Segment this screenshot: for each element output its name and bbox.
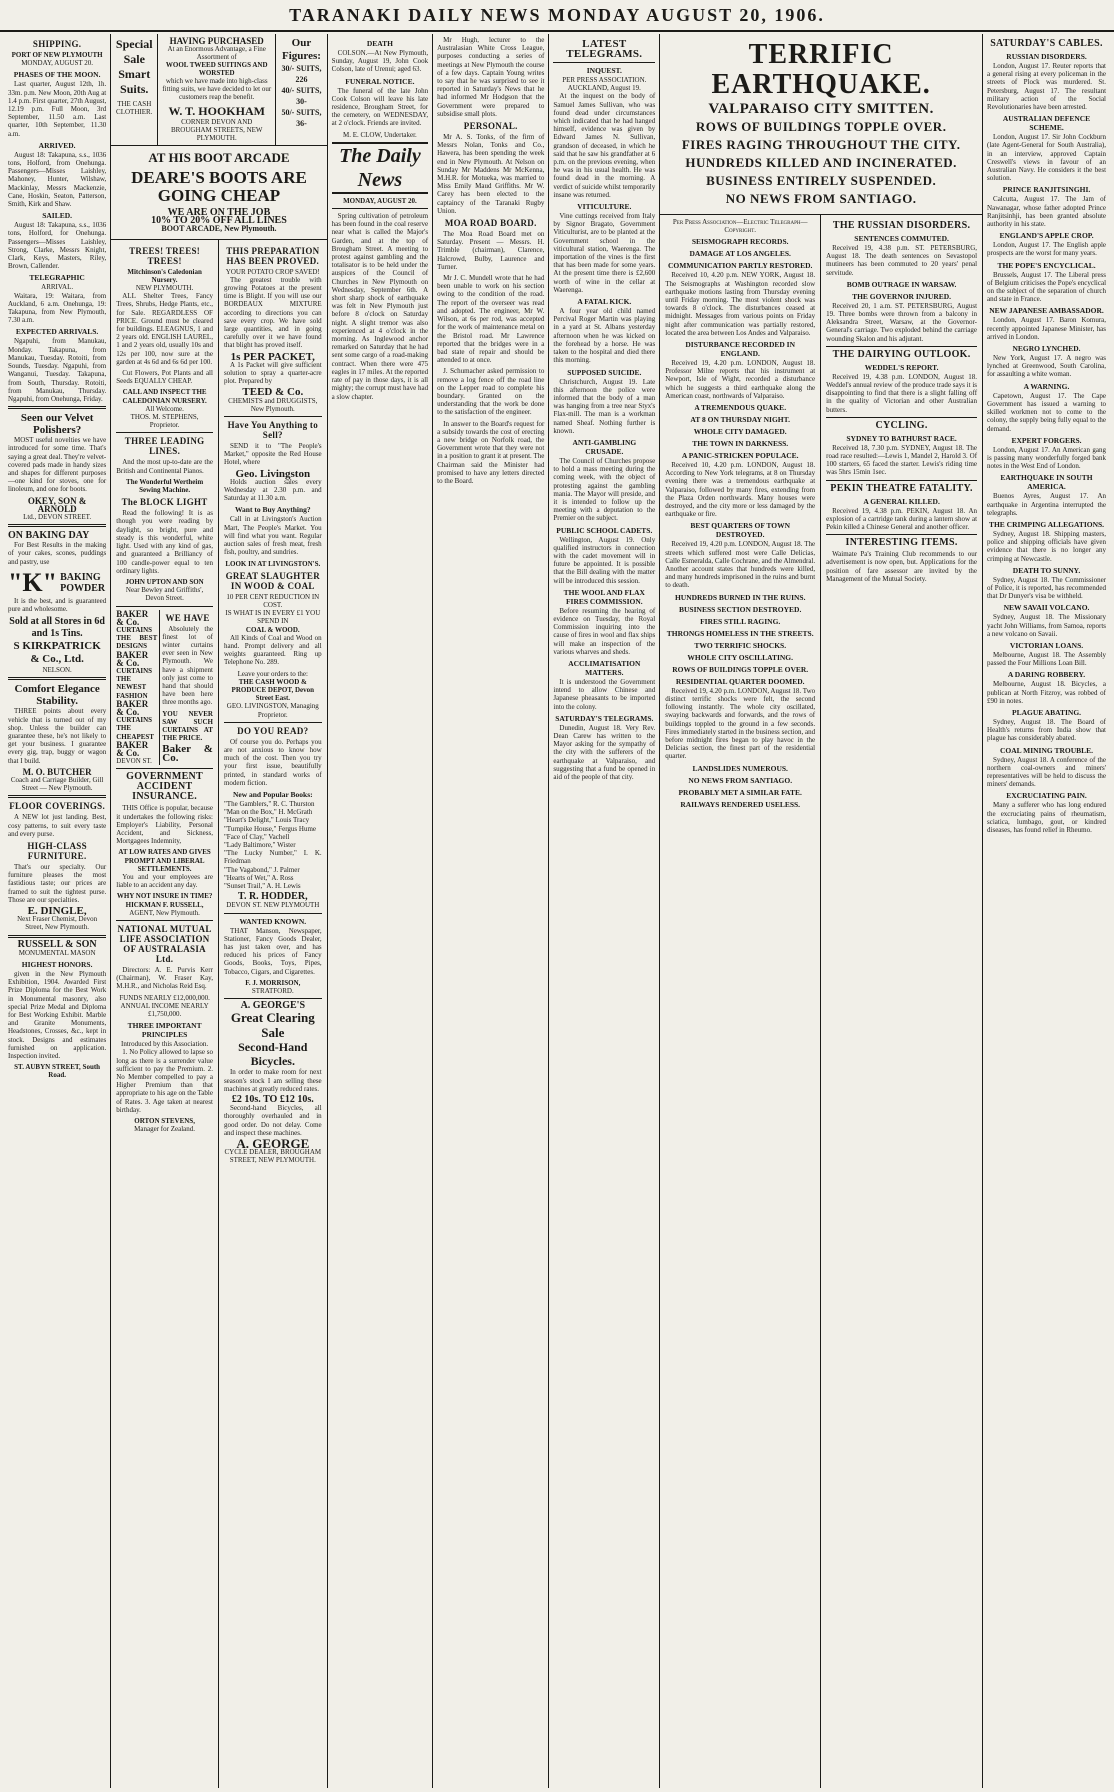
morrison-name: F. J. MORRISON, (245, 978, 301, 987)
personal-text: Mr A. S. Tonks, of the firm of Messrs Nolan, Tonks and Co., Hawera, has been spending the week end in New Plymouth. At Nelson on Sunday Mr Maddens Mr McKenna, M.H.R. for Motueka, was married to Miss Emily Maud Griffiths. Mr W. Carey has been elected to the captaincy of the Taranaki Rugby Union. (437, 133, 545, 215)
cable-heading: THE POPE'S ENCYCLICAL. (997, 260, 1096, 270)
quake-head: HUNDREDS BURNED IN THE RUINS. (674, 592, 806, 602)
earthquake-sub: FIRES RAGING THROUGHOUT THE CITY. (681, 137, 961, 152)
quake-head: TWO TERRIFIC SHOCKS. (694, 640, 787, 650)
cable-text: Many a sufferer who has long endured the excruciating pains of rheumatism, sciatica, lumbago, gout, or kindred diseases, has found relief in Rheumo. (987, 801, 1107, 834)
quake-head: THRONGS HOMELESS IN THE STREETS. (666, 628, 814, 638)
acclimatisation-text: It is understood the Government intend to allow Chinese and Japanese pheasants to be imported into the colony. (553, 677, 656, 711)
crusade-text: The Council of Churches propose to hold a mass meeting during the coming week, with the object of protesting against the gambling mania. The Mayor will preside, and it is intended to follow up the meeting with a deputation to the Premier on the subject. (553, 456, 656, 523)
george-address: CYCLE DEALER, BROUGHAM STREET, NEW PLYMOUTH. (224, 1148, 322, 1165)
velvet-text: MOST useful novelties we have introduced for some time. That's saying a great deal. They're velvet-covered pads made in handy sizes and shapes for different purposes—one kind for stoves, one for linoleum, and one for boots. (8, 436, 107, 494)
principles-text: 1. No Policy allowed to lapse so long as there is a surrender value sufficient to pay the Premium. 2. No Member compelled to pay a Higher Premium than that appropriate to his age on the Table of Rates. 3. Age taken at nearest birthday. (116, 1048, 213, 1114)
call-inspect: CALL AND INSPECT THE CALEDONIAN NURSERY. (122, 388, 207, 405)
masthead (0, 0, 1114, 32)
cable-text: Melbourne, August 18. Bicycles, a publican at North Fitzroy, was robbed of £90 in notes. (987, 680, 1107, 705)
governor-heading: THE GOVERNOR INJURED. (852, 291, 952, 301)
book-item: "Lady Baltimore," Wister (223, 840, 296, 849)
wanted-heading: WANTED KNOWN. (239, 916, 307, 926)
saturday-telegrams-text: Dunedin, August 18. Very Rev. Dean Carew has written to the Mayor asking for the sympathy of the city with the sufferers of the earthquake at Valparaiso, and suggesting that a fund be opened in aid of the people of that city. (553, 723, 656, 782)
wool-flax-text: Before resuming the hearing of evidence on Tuesday, the Royal Commission inquiring into the cause of fires in wool and flax ships will make an inspection of the various wharves and sheds. (553, 606, 656, 656)
butcher-sub: Coach and Carriage Builder, Gill Street — New Plymouth. (10, 775, 104, 793)
floor-heading: FLOOR COVERINGS. (9, 801, 106, 812)
earthquake-title: TERRIFIC EARTHQUAKE. (711, 39, 931, 100)
cable-text: London, August 17. Reuter reports that a general rising at every policeman in the streets of Plock was murdered. St. Petersburg, August 17. The resultant military action of the Social Revolutionaries have been arrested. (987, 62, 1107, 112)
weddel-heading: WEDDEL'S REPORT. (864, 362, 939, 372)
great-sale: Great Clearing Sale (230, 1010, 315, 1041)
per-packet: 1s PER PACKET, (230, 350, 315, 363)
telegraphic-heading: TELEGRAPHIC (29, 273, 85, 283)
a-george-name: A. GEORGE (236, 1136, 310, 1152)
hodder-name: T. R. HODDER, (238, 891, 308, 903)
saturday-cables-heading: SATURDAY'S CABLES. (990, 38, 1103, 49)
cable-text: Sydney, August 18. The Commissioner of Police, it is reported, has recommended that Dr Dunyer's visa be withheld. (987, 575, 1107, 601)
gov-insurance-heading: GOVERNMENT ACCIDENT INSURANCE. (126, 771, 204, 803)
earthquake-sub: VALPARAISO CITY SMITTEN. (708, 101, 934, 117)
cable-text: Sydney, August 18. Shipping masters, police and shipping officials have given evidence that there is no longer any crimping at Newcastle. (987, 529, 1107, 563)
moon-text: Last quarter, August 12th, 1h. 33m. p.m. New Moon, 20th Aug at 1.4 p.m. First quarter, 27th August, 12.19 p.m. Full Moon, 3rd September, 11.50 a.m. Last quarter, 10th September, 11.30 a.m. (8, 80, 107, 138)
baker-ad (116, 610, 213, 766)
quake-head: A TREMENDOUS QUAKE. (694, 403, 787, 413)
look-text: LOOK IN AT LIVINGSTON'S. (225, 559, 321, 568)
insure-text: WHY NOT INSURE IN TIME? (116, 892, 213, 901)
upton-name: JOHN UPTON AND SON (125, 577, 204, 586)
suicide-heading: SUPPOSED SUICIDE. (567, 367, 642, 377)
earthquake-sub: NO NEWS FROM SANTIAGO. (725, 191, 917, 206)
sailed-text: August 18: Takapuna, s.s., 1036 tons, Holford, for Onehunga. Passengers—Misses Laishley, Strong, Clarke, Messrs Knight, Clark, Keys, Masters, Riley, Brown, Callender. (8, 221, 107, 271)
quake-head: BEST QUARTERS OF TOWN DESTROYED. (690, 521, 791, 540)
sentences-heading: SENTENCES COMMUTED. (854, 234, 949, 243)
cable-heading: EXCRUCIATING PAIN. (1006, 791, 1087, 801)
funeral-text: The funeral of the late John Cook Colson will leave his late residence, Brougham Street, for the cemetery, on WEDNESDAY, at 2 o'clock. Friends are invited. (331, 86, 429, 128)
hookham-purchased: HAVING PURCHASED (169, 36, 264, 46)
fatal-kick-heading: A FATAL KICK. (577, 297, 632, 307)
quake-text: Received 10, 4.20 p.m. NEW YORK, August 18. The Seismographs at Washington recorded slow earthquake motions lasting from Thursday evening until Friday morning. The most violent shock was towards 8 o'clock. The disturbances ceased at midnight. Messages from various points on Friday night after communication was partially restored, located the area between Los Andes and Valparaiso. (665, 271, 816, 337)
earthquake-sub: BUSINESS ENTIRELY SUSPENDED. (706, 173, 937, 188)
cycling-heading: CYCLING. (875, 419, 928, 431)
baker-name: BAKER & Co. (116, 649, 149, 668)
earthquake-subcolumn-left (660, 215, 821, 1788)
funeral-heading: FUNERAL NOTICE. (345, 76, 415, 86)
baking-powder-name: BAKING POWDER (60, 571, 106, 594)
cable-heading: NEW SAVAII VOLCANO. (1003, 603, 1090, 613)
earthquake-sub: ROWS OF BUILDINGS TOPPLE OVER. (695, 119, 947, 134)
moa-heading: MOA ROAD BOARD. (444, 218, 537, 229)
george-text: In order to make room for next season's stock I am selling these machines at greatly reduced rates. (223, 1068, 322, 1093)
quake-head: AT 8 ON THURSDAY NIGHT. (690, 415, 790, 425)
russell-name: RUSSELL & SON (17, 938, 97, 950)
cable-text: Sydney, August 18. A conference of the northern coal-owners and miners' representatives will be held to discuss the miners' demands. (987, 755, 1107, 789)
curtains-line: CURTAINS THE BEST DESIGNS (116, 625, 158, 651)
baking-text: For Best Results in the making of your cakes, scones, puddings and pastry, use (8, 541, 107, 566)
quake-text: Received 10, 4.20 p.m. LONDON, August 18. According to New York telegrams, at 8 on Thursday evening there was a tremendous earthquake at Valparaiso, followed by many fires, extending from the Plaza Orden northwards. Many houses were destroyed, and the city more or less damaged by the earthquake or fire. (665, 461, 816, 519)
highclass-heading: HIGH-CLASS FURNITURE. (27, 841, 87, 861)
okey-sub: Ltd., DEVON STREET. (23, 512, 92, 521)
russian-text: Received 19, 4.38 p.m. ST. PETERSBURG, August 18. The death sentences on Sevastopol mutineers has been commuted to 20 years' penal servitude. (826, 244, 978, 277)
never-saw: YOU NEVER SAW SUCH CURTAINS AT THE PRICE. (162, 709, 213, 743)
cable-heading: A WARNING. (1023, 381, 1070, 391)
moa-text3: J. Schumacher asked permission to remove a log fence off the road line on the Lepper road to complete his boundary. Granted on the understanding that the work be done to the satisfaction of the engineer. (437, 367, 545, 417)
cadets-text: Wellington, August 19. Only qualified instructors in connection with the cadet movement will in future be appointed. It is possible that the Bill dealing with the matter will be introduced this session. (553, 535, 656, 585)
cable-text: Buenos Ayres, August 17. An earthquake in Argentina interrupted the telegraphs. (987, 492, 1107, 517)
dairy-heading: THE DAIRYING OUTLOOK. (832, 348, 971, 360)
cable-text: London, August 17. Baron Komura, recently appointed Japanese Minister, has arrived in London. (987, 316, 1107, 341)
sailed-heading: SAILED. (42, 211, 73, 221)
curtains-line: CURTAINS THE CHEAPEST (116, 716, 154, 741)
dingle-sub: Next Fraser Chemist, Devon Street, New Plymouth. (17, 915, 98, 932)
mutual-directors: Directors: A. E. Purvis Kerr (Chairman), W. Fraser Kay, M.H.R., and Nicholas Reid Esq. (116, 966, 213, 991)
earthquake-subcolumn-right (821, 215, 982, 1788)
interesting-text: Waimate Pa's Training Club recommends to our advertisement is now open, but. Applications for the position of fare assessor are invited by the Management of the Mutual Society. (826, 550, 978, 583)
baker-name: BAKER & Co. (116, 698, 149, 717)
russell-sub: MONUMENTAL MASON (18, 948, 96, 957)
k-brand-mark: "K" (8, 567, 58, 597)
cadets-heading: PUBLIC SCHOOL CADETS. (556, 525, 653, 535)
butcher-name: M. O. BUTCHER (22, 766, 92, 777)
viticulture-text: Vine cuttings received from Italy by Signor Bragato, Government Viticulturist, are to be planted at the Government school in the viticultural station, Waerenga. The importation of the vines is the first that has been made for some years. At the present time there is £2,600 worth of wine in the cellar at Waerenga. (553, 212, 656, 294)
cable-text: London, August 17. An American gang is passing many wonderfully forged bank notes in the West End of London. (987, 445, 1107, 471)
teed-sub: CHEMISTS and DRUGGISTS, New Plymouth. (228, 396, 318, 413)
velvet-heading: Seen our Velvet Polishers? (20, 412, 94, 437)
book-list (224, 800, 322, 890)
principles-heading: THREE IMPORTANT PRINCIPLES (127, 1021, 202, 1040)
cable-heading: VICTORIAN LOANS. (1009, 640, 1084, 650)
honors-heading: HIGHEST HONORS. (21, 960, 93, 970)
coal-depot: THE CASH WOOD & PRODUCE DEPOT, Devon Street East. (231, 677, 315, 703)
cable-text: Sydney, August 18. The Missionary yacht John Williams, from Samoa, reports a new volcano on Savaii. (987, 613, 1107, 638)
we-have-text: Absolutely the finest lot of winter curtains ever seen in New Plymouth. We have a shipment only just come to hand that should have been here three months ago. (162, 624, 213, 707)
george-heading: A. GEORGE'S (240, 1000, 306, 1012)
earthquake-sub: HUNDREDS KILLED AND INCINERATED. (685, 155, 957, 170)
cable-heading: PLAGUE ABATING. (1012, 707, 1082, 717)
cable-heading: NEGRO LYNCHED. (1012, 344, 1081, 354)
prep-heading: THIS PREPARATION HAS BEEN PROVED. (226, 245, 320, 266)
local-news-text: Mr Hugh, lecturer to the Australasian White Cross League, purposes conducting a series of meetings at New Plymouth the course of a few days. Captain Young writes to say that he was surprised to see it reported in Saturday's News that he had informed Mr Hodgson that the Government were prepared to subsidise small plots. (437, 36, 545, 118)
cut-flowers-text: Cut Flowers, Pot Plants and all Seeds EQUALLY CHEAP. (116, 369, 213, 386)
editorial-text: Spring cultivation of petroleum has been found in the coal reserve near what is called the Major's Garden, and at the top of Brougham Street. A meeting to protest against gambling and the totalisator is to be held under the auspices of the Council of Churches in New Plymouth on Wednesday, September 6th. A short sharp shock of earthquake was felt in New Plymouth just before 8 o'clock on Saturday night. A slight tremor was also experienced at 4 o'clock in the morning. As Inglewood anchor remarked on Saturday that he had sent some cargo of a road-making contract. When there were 475 eagles in 17 miles. At the reported rate of pay in those days, it is all mighty; the corrupt must have had a slow chapter. (331, 212, 429, 401)
cycling-text: Received 18, 7.30 p.m. SYDNEY, August 18. The road race resulted:—Lewis 1, Mandel 2, Harold 3. Of 100 starters, 65 faced the starter. Lewis's riding time was 5hrs 15min 1sec. (826, 443, 978, 477)
quake-head: ROWS OF BUILDINGS TOPPLE OVER. (672, 664, 809, 674)
geo-livingston: GEO. LIVINGSTON, Managing Proprietor. (226, 702, 319, 719)
quake-head: WHOLE CITY OSCILLATING. (687, 652, 794, 662)
deare-ad (111, 146, 326, 240)
quake-text: Received 19, 4.20 p.m. LONDON, August 18. The streets which suffered most were Calle Delicias, Calle Esmeralda, Calle Cochrane, and the Almendral. Another account states that hundreds were killed, and many hundreds imprisoned in the ruins and burnt to death. (665, 540, 816, 590)
earthquake-header (660, 34, 982, 215)
suicide-text: Christchurch, August 19. Late this afternoon the police were informed that the body of a man was hanging from a tree near Styx's Flax-mill. The man is a workman named Sheaf. Nothing further is known. (553, 377, 656, 435)
stevens-name: ORTON STEVENS, (134, 1117, 195, 1126)
stephens-name: THOS. M. STEPHENS, Proprietor. (130, 413, 199, 430)
ad-subcolumn-right (219, 240, 327, 1788)
hodder-address: DEVON ST. NEW PLYMOUTH (226, 901, 320, 910)
gov-text2: You and your employees are liable to an accident any day. (116, 873, 213, 890)
figures-heading: Our Figures: (282, 37, 321, 62)
upton-sub: Near Bewley and Griffiths', Devon Street. (125, 586, 204, 603)
deare-heading: DEARE'S BOOTS ARE GOING CHEAP (131, 168, 307, 205)
cable-text: New York, August 17. A negro was lynched at Greenwood, South Carolina, for assaulting a white woman. (987, 354, 1107, 379)
cable-text: Calcutta, August 17. The Jam of Nawanagar, whose father adopted Prince Ranjitsinhji, has been granted absolute authority in his state. (987, 195, 1107, 229)
earthquake-credit: Per Press Association—Electric Telegraph—Copyright. (672, 218, 808, 235)
livingston-name: Geo. Livingston (235, 467, 311, 480)
popular-heading: New and Popular Books: (232, 789, 313, 799)
george-price: £2 10s. TO £12 10s. (231, 1094, 314, 1106)
trees-heading: TREES! TREES! TREES! (129, 245, 201, 266)
comfort-heading: Comfort Elegance Stability. (14, 683, 100, 708)
column-cables (983, 34, 1110, 1788)
wool-flax-heading: THE WOOL AND FLAX FIRES COMMISSION. (563, 587, 645, 606)
highclass-text: That's our specialty. Our furniture pleases the most fastidious taste; our prices are framed to suit the tightest purse. Those are our specialties. (8, 863, 107, 904)
shipping-date: MONDAY, AUGUST 20. (21, 59, 94, 68)
daily-news-title: The Daily News (332, 142, 428, 194)
ad-subcolumns (111, 240, 326, 1788)
local-news-text2: In answer to the Board's request for a subsidy towards the cost of erecting a new bridge on Norfolk road, the Government wrote that they were not in a position to grant it at present. The Chairman said the Minister had promised to have any letters directed to the Board. (437, 419, 545, 485)
livingston-text: Holds auction sales every Wednesday at 2.30 p.m. and Saturday at 11.30 a.m. (223, 477, 322, 503)
russell-agent-sub: AGENT, New Plymouth. (129, 908, 200, 917)
book-item: "The Gamblers," R. C. Thurston (223, 799, 315, 808)
ad-subcolumn-left (111, 240, 219, 1788)
bomb-heading: BOMB OUTRAGE IN WARSAW. (846, 279, 957, 289)
coal-text: All Kinds of Coal and Wood on hand. Prompt delivery and all weights guaranteed. Ring up Telephone No. 289. (223, 633, 322, 667)
baker-name: BAKER & Co. (116, 739, 149, 758)
viticulture-heading: VITICULTURE. (577, 202, 632, 212)
pekin-text: Received 19, 4.38 p.m. PEKIN, August 18. An explosion of a cartridge tank during a lantern show at Pekin killed a Chinese General and another officer. (826, 506, 978, 532)
cable-text: London, August 17. The English apple prospects are the worst for many years. (987, 241, 1107, 258)
gov-rates: AT LOW RATES AND GIVES PROMPT AND LIBERAL SETTLEMENTS. (118, 848, 211, 873)
teed-name: TEED & Co. (242, 386, 304, 399)
george-text2: Second-hand Bicycles, all thoroughly overhauled and in good order. Do not delay. Come and inspect these machines. (223, 1104, 322, 1137)
expected-heading: EXPECTED ARRIVALS. (15, 327, 99, 337)
trees-text: ALL Shelter Trees, Fancy Trees, Shrubs, Hedge Plants, etc., for Sale. REGARDLESS OF PRICE. Ground must be cleared for buildings. ELEAGNUS, 1 and 2 years old. ENGLISH LAUREL, 1 and 2 years old, usually 10s and 12s per 100, now sure at the garden at 4s 6d and 6s 6d per 100. (116, 292, 213, 366)
saturday-telegrams-heading: SATURDAY'S TELEGRAMS. (555, 713, 654, 723)
quake-head: DAMAGE AT LOS ANGELES. (689, 249, 791, 259)
quake-head: WHOLE CITY DAMAGED. (693, 427, 787, 437)
book-item: "Sunset Trail," A. H. Lewis (223, 882, 301, 890)
block-light-text: Read the following! It is as though you were reading by daylight, so bright, pure and steady is this wonderful, white light. Used with any kind of gas, and guaranteed a Brilliancy of 100 candle-power equal to ten ordinary lights. (116, 509, 213, 575)
earthquake-subcolumns (660, 215, 982, 1788)
quake-head: RAILWAYS RENDERED USELESS. (680, 799, 801, 809)
prep-text: The greatest trouble with growing Potatoes at the present time is Blight. If you will use our BORDEAUX MIXTURE according to directions you can save every crop. We have sold large quantities, and in going carefully over it we have found that blight has proved itself. (223, 275, 322, 350)
mitchinson-name: Mitchinson's Caledonian Nursery. (127, 267, 202, 284)
quake-head: PROBABLY MET A SIMILAR FATE. (678, 787, 802, 797)
quake-text: Received 19, 4.20 p.m. LONDON, August 18. Two distinct terrific shocks were felt, the second following instantly. The whole city oscillated, swaying backwards and forwards, and the rows of buildings toppled to the ground in a few seconds. Fires immediately started in the business section, and before midnight fires began to play havoc in the Delicias section, the finest part of the residential quarter. (665, 686, 816, 761)
cable-text: Melbourne, August 18. The Assembly passed the Four Millions Loan Bill. (987, 650, 1107, 668)
book-item: "The Lucky Number," I. K. Friedman (223, 849, 322, 866)
anything-text: SEND it to "The People's Market," opposite the Red House Hotel, where (223, 442, 322, 467)
russell-agent-name: HICKMAN F. RUSSELL, (125, 900, 204, 909)
coal-orders: Leave your orders to the: (237, 669, 308, 678)
russell-text: given in the New Plymouth Exhibition, 1904. Awarded First Prize Diploma for the Best Work in Monumental masonry, also special Prize Medal and Diploma for Best Working Exhibit. Marble and Granite Monuments, Headstones, Crosses, &c., kept in stock. Designs and estimates furnished on application. Inspection invited. (8, 970, 107, 1061)
quake-head: A PANIC-STRICKEN POPULACE. (681, 451, 799, 461)
cable-heading: AUSTRALIAN DEFENCE SCHEME. (1002, 114, 1091, 133)
reduction-text: 10 PER CENT REDUCTION IN COST. (226, 592, 320, 609)
acclimatisation-heading: ACCLIMATISATION MATTERS. (568, 658, 641, 677)
deare-job: WE ARE ON THE JOB (167, 207, 271, 218)
column-earthquake (660, 34, 983, 1788)
block-light-heading: The BLOCK LIGHT (121, 497, 208, 508)
cable-heading: EARTHQUAKE IN SOUTH AMERICA. (1000, 473, 1093, 492)
baker-sub: DEVON ST. (116, 757, 152, 766)
cable-heading: EXPERT FORGERS. (1011, 435, 1082, 445)
curtains-line: CURTAINS THE NEWEST FASHION (116, 666, 153, 700)
column-local-news (433, 34, 549, 1788)
deare-off: 10% TO 20% OFF ALL LINES (151, 215, 287, 227)
quake-head: RESIDENTIAL QUARTER DOOMED. (675, 676, 805, 686)
russell-address: ST. AUBYN STREET, South Road. (14, 1063, 101, 1080)
quake-text: Received 19, 4.20 p.m. LONDON, August 18. Professor Milne reports that his instrument at Newport, Isle of Wight, recorded a disturbance which he suggests a third earthquake along the American coast, northwards of Valparaiso. (665, 359, 816, 400)
slaughter-heading: GREAT SLAUGHTER IN WOOD & COAL (225, 570, 321, 591)
stevens-sub: Manager for Zealand. (134, 1125, 196, 1134)
russian-disorders-heading: THE RUSSIAN DISORDERS. (832, 220, 971, 231)
hookham-text2: which we have made into high-class fitting suits, we have decided to let our customers reap the benefit. (162, 77, 272, 101)
floor-text: A NEW lot just landing. Best, cosy patterns, to suit every taste and every purse. (8, 813, 107, 838)
baking-heading: ON BAKING DAY (8, 530, 90, 542)
newspaper-page (4, 34, 1110, 1788)
funds-text: FUNDS NEARLY £12,000,000. (119, 993, 210, 1002)
inquest-heading: INQUEST. (586, 66, 622, 75)
quake-head: THE TOWN IN DARKNESS. (692, 439, 789, 449)
column-editorial (328, 34, 433, 1788)
price-line: 50/- SUITS, 36- (281, 108, 322, 128)
column-telegrams (549, 34, 660, 1788)
general-killed-heading: A GENERAL KILLED. (863, 496, 940, 506)
expected-text: Ngapuhi, from Manukau, Monday. Takapuna, from Manukau, Tuesday. Rotoiti, from Sounds, Tuesday. Ngapuhi, from Wanganui, Tuesday. Takapuna, from South, Thursday. Rotoiti, from Manukau, Thursday. Ngapuhi, from Onehunga, Friday. (8, 337, 107, 403)
okey-name: OKEY, SON & ARNOLD (27, 495, 87, 514)
inquest-text: At the inquest on the body of Samuel James Sullivan, who was found dead under circumstances which indicated that he had hanged himself, evidence was given by Edward James N. Sullivan, grandson of deceased, in which he said that he saw his grandfather at 6 p.m. on the previous evening, when he was in his usual health. He was found dead in the morning. A verdict of suicide whilst temporarily insane was returned. (553, 92, 656, 199)
fatal-kick-text: A four year old child named Percival Roger Martin was playing in a yard at St. Albans yesterday afternoon when he was kicked on the forehead by a horse. He was taken to the hospital and died there this morning. (553, 307, 656, 365)
cable-heading: A DARING ROBBERY. (1007, 670, 1086, 680)
arrived-text: August 18: Takapuna, s.s., 1036 tons, Holford, from Onehunga. Passengers—Misses Laishley, Mahoney, Hunter, Wilshaw, Mackinlay, Messrs Mackenzie, Cane, Hoskin, Seaton, Patterson, Smith, Kirk and Shaw. (8, 150, 107, 209)
wertheim-heading: The Wonderful Wertheim Sewing Machine. (126, 477, 204, 495)
do-read-heading: DO YOU READ? (237, 725, 309, 736)
cable-heading: NEW JAPANESE AMBASSADOR. (989, 306, 1104, 316)
cable-text: London, August 17. Sir John Cockburn (late Agent-General for South Australia), in an interview, approved Captain Creswell's views in favour of an Australian Navy. He considers it the best solution. (987, 133, 1107, 183)
quake-head: LANDSLIDES NUMEROUS. (692, 763, 788, 773)
want-text: Call in at Livingston's Auction Mart, The People's Market. You will find what you want. Regular auction sales of fresh meat, fresh fish, poultry, and sundries. (223, 515, 322, 557)
hookham-name: W. T. HOOKHAM (168, 104, 265, 118)
special-sale-heading: Special Sale Smart Suits. (115, 37, 153, 96)
per-packet-text: A 1s Packet will give sufficient solution to spray a quarter-acre plot. Prepared by (223, 360, 322, 386)
telegraphic-arrival: ARRIVAL. (41, 283, 74, 292)
mutual-heading: NATIONAL MUTUAL LIFE ASSOCIATION OF AUSTRALASIA Ltd. (117, 924, 212, 965)
sold-text: Sold at all Stores in 6d and 1s Tins. (9, 616, 105, 640)
quake-head: NO NEWS FROM SANTIAGO. (688, 775, 793, 785)
baker-box-name: Baker & Co. (162, 743, 213, 764)
book-item: "Turnpike House," Fergus Hume (223, 824, 317, 833)
moa-text: The Moa Road Board met on Saturday. Present — Messrs. H. Trimble (chairman), Clarence, Halcrowd, Bulby, Laurence and Turner. (437, 230, 545, 271)
death-text: COLSON.—At New Plymouth, Sunday, August 19, John Cook Colson, late of Urenui; aged 63. (331, 49, 429, 74)
cable-text: Capetown, August 17. The Cape Government has issued a warning to skilled workmen not to come to the colony, the supply being fully equal to the demand. (987, 391, 1107, 433)
dairy-text: Received 19, 4.38 p.m. LONDON, August 18. Weddel's annual review of the produce trade says it is disappointing to find that there is a slight falling off in the quality of Victorian and other Australian butters. (826, 372, 978, 414)
masthead-title: TARANAKI DAILY NEWS MONDAY AUGUST 20, 1906. (289, 5, 825, 25)
quake-head: BUSINESS SECTION DESTROYED. (679, 604, 802, 614)
column-advertisements (111, 34, 327, 1788)
potato-text: YOUR POTATO CROP SAVED! (225, 267, 320, 276)
read-text: Of course you do. Perhaps you are not anxious to know how much of the cost. Then you try your first issue, beautifully printed, in standard works of modern fiction. (223, 737, 322, 787)
cable-heading: PRINCE RANJITSINGHI. (1002, 185, 1091, 195)
book-item: "Heart's Delight," Louis Tracy (223, 816, 310, 825)
nursery-place: NEW PLYMOUTH. (135, 284, 194, 293)
anything-heading: Have You Anything to Sell? (227, 420, 319, 441)
undertaker-name: M. E. CLOW, Undertaker. (342, 130, 417, 139)
income-text: ANNUAL INCOME NEARLY £1,750,000. (120, 1001, 209, 1019)
bomb-text: Received 20, 1 a.m. ST. PETERSBURG, August 19. Three bombs were thrown from a balcony in Aleksandra Street, Warsaw, at the Governor-General's carriage. Two exploded behind the carriage wounding Skalon and his adjutant. (826, 301, 978, 343)
want-buy-heading: Want to Buy Anything? (234, 505, 311, 515)
baking-claim: It is the best, and is guaranteed pure and wholesome. (8, 596, 107, 613)
three-lines-text: And the most up-to-date are the British and Continental Pianos. (116, 458, 213, 475)
sydney-bathurst-heading: SYDNEY TO BATHURST RACE. (846, 433, 957, 443)
death-heading: DEATH (366, 39, 393, 48)
latest-telegrams-heading: LATEST TELEGRAMS. (566, 38, 643, 60)
cable-heading: RUSSIAN DISORDERS. (1006, 52, 1087, 61)
welcome-text: All Welcome. (145, 404, 184, 413)
quake-head: FIRES STILL RAGING. (700, 616, 781, 626)
moon-heading: PHASES OF THE MOON. (13, 70, 101, 80)
pekin-heading: PEKIN THEATRE FATALITY. (830, 482, 973, 494)
editorial-date: MONDAY, AUGUST 20. (343, 196, 417, 205)
hookham-ad (111, 34, 326, 146)
cable-heading: DEATH TO SUNNY. (1012, 565, 1081, 575)
interesting-heading: INTERESTING ITEMS. (845, 537, 958, 549)
port-label: PORT OF NEW PLYMOUTH (11, 51, 103, 59)
kirkpatrick-name: S KIRKPATRICK & Co., Ltd. (13, 640, 101, 666)
hookham-address: CORNER DEVON AND BROUGHAM STREETS, NEW PLYMOUTH. (170, 118, 263, 142)
column-shipping (4, 34, 111, 1788)
cable-text: Sydney, August 18. The Board of Health's returns from India show that plague has considerably abated. (987, 717, 1107, 743)
cash-clothier: THE CASH CLOTHIER. (116, 100, 153, 116)
three-lines-heading: THREE LEADING LINES. (124, 436, 205, 457)
inquest-dateline: AUCKLAND, August 19. (567, 84, 641, 93)
deare-address: BOOT ARCADE, New Plymouth. (161, 224, 277, 234)
press-credit: PER PRESS ASSOCIATION. (562, 76, 647, 84)
moa-text2: Mr J. C. Mundell wrote that he had been unable to work on his section owing to the condition of the road. The report of the overseer was read and adopted. The engineer, Mr W. Wilson, at 6s per rod, was accepted for the work of maintenance metal on the Bristol road. Mr Lawrence reported that the bridges were in a bad state of repair and should be attended to at once. (437, 274, 545, 365)
second-hand: Second-Hand Bicycles. (238, 1040, 308, 1069)
hookham-text: At an Enormous Advantage, a Fine Assortment of (167, 45, 266, 61)
book-item: "The Vagabond," J. Palmer (223, 865, 300, 874)
cable-text: Brussels, August 17. The Liberal press of Belgium criticises the Pope's encyclical on the subject of the separation of church and state in France. (987, 270, 1107, 304)
price-line: 40/- SUITS, 30- (281, 86, 322, 106)
every-text: IS WHAT IS IN EVERY £1 YOU SPEND IN (225, 609, 321, 626)
personal-heading: PERSONAL. (463, 121, 518, 132)
coal-heading: COAL & WOOD. (245, 625, 300, 634)
price-line: 30/- SUITS, 226 (281, 64, 322, 84)
crusade-heading: ANTI-GAMBLING CRUSADE. (572, 437, 637, 456)
comfort-text: THREE points about every vehicle that is turned out of my shop. Unless the builder can guarantee these, he's not likely to get your business. I guarantee every gig, trap, buggy or wagon that I build. (8, 707, 107, 765)
we-have-heading: WE HAVE (165, 612, 210, 623)
shipping-heading: SHIPPING. (32, 39, 82, 49)
dingle-name: E. DINGLE, (27, 905, 87, 918)
quake-head: DISTURBANCE RECORDED IN ENGLAND. (685, 340, 795, 359)
book-item: "Face of Clay," Vachell (223, 832, 290, 841)
cable-heading: COAL MINING TROUBLE. (1000, 745, 1094, 755)
book-item: "Hearts of Wet," A. Ross (223, 873, 294, 882)
boot-arcade-heading: AT HIS BOOT ARCADE (148, 150, 290, 165)
principles-sub: Introduced by this Association. (121, 1040, 209, 1049)
kirkpatrick-place: NELSON. (42, 666, 72, 675)
cable-heading: THE CRIMPING ALLEGATIONS. (988, 519, 1105, 529)
quake-head: COMMUNICATION PARTLY RESTORED. (667, 261, 813, 271)
wanted-text: THAT Manson, Newspaper, Stationer, Fancy Goods Dealer, has just taken over, and has reduced his prices of Fancy Goods, Books, Toys, Pipes, Tobacco, Cigars, and Cigarettes. (223, 926, 322, 976)
arrived-heading: ARRIVED. (38, 140, 76, 150)
quake-head: SEISMOGRAPH RECORDS. (691, 237, 789, 247)
book-item: "Man on the Box," H. McGrath (223, 808, 313, 817)
telegraphic-text: Waitara, 19: Waitara, from Auckland, 6 a.m. Onehunga, 19: Takapuna, from New Plymouth, 7.30 a.m. (8, 291, 107, 325)
cable-heading: ENGLAND'S APPLE CROP. (999, 231, 1094, 241)
wool-suitings: WOOL TWEED SUITINGS AND WORSTED (165, 61, 268, 77)
baker-name: BAKER & Co. (116, 608, 149, 627)
morrison-sub: STRATFORD. (251, 987, 294, 996)
gov-text: THIS Office is popular, because it undertakes the following risks: Employer's Liability, Personal Accident, and Sickness, Mortgagees Indemnity, (116, 804, 213, 846)
